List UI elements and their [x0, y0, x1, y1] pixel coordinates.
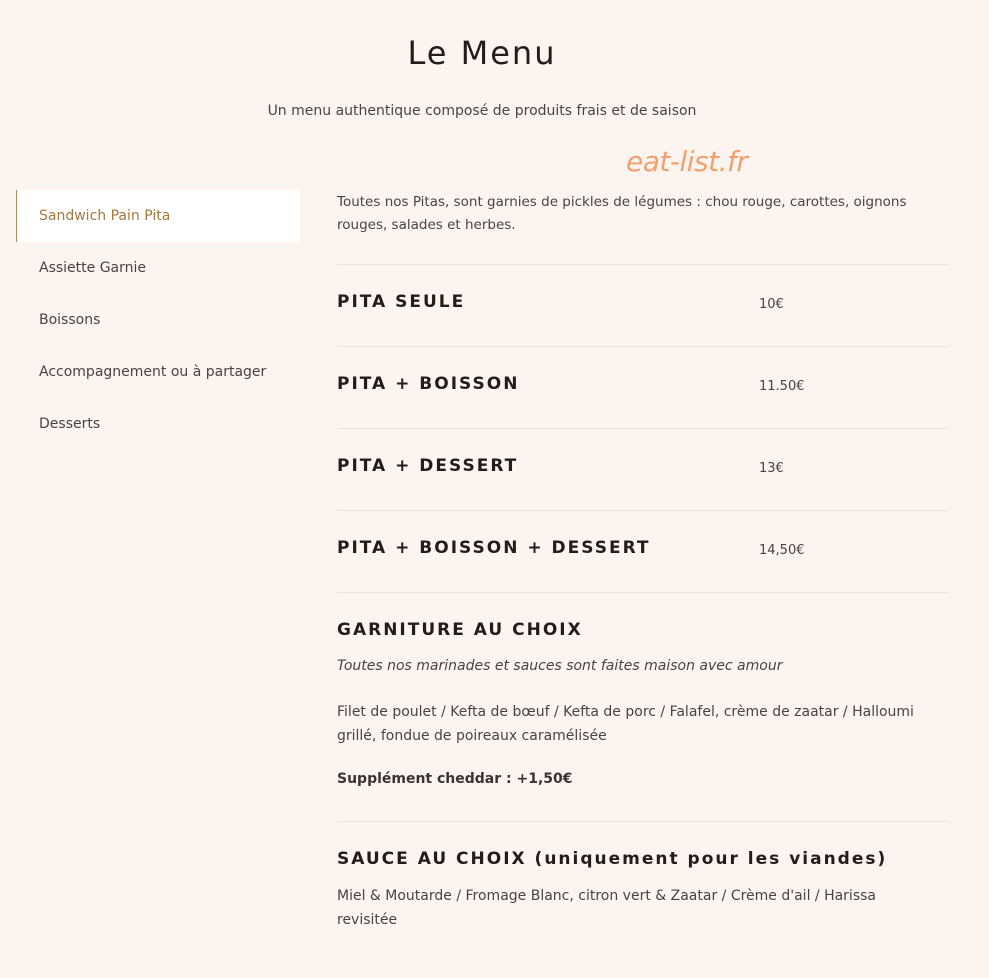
- divider: [337, 821, 949, 822]
- menu-item-price: 11.50€: [759, 379, 805, 394]
- menu-item-name: PITA + BOISSON + DESSERT: [337, 538, 651, 558]
- menu-item: [337, 428, 949, 511]
- sidebar-item-accompagnement[interactable]: Accompagnement ou à partager: [39, 364, 267, 380]
- category-sidebar: [16, 190, 300, 450]
- menu-item: [337, 264, 949, 347]
- page-title: Le Menu: [407, 34, 557, 72]
- menu-item-name: PITA + BOISSON: [337, 374, 520, 394]
- menu-item-price: 13€: [759, 461, 784, 476]
- sidebar-item-desserts[interactable]: Desserts: [39, 416, 101, 432]
- page-subtitle: Un menu authentique composé de produits frais et de saison: [267, 103, 697, 119]
- cheddar-supplement: Supplément cheddar : +1,50€: [337, 771, 573, 787]
- menu-item-price: 14,50€: [759, 543, 805, 558]
- garniture-options: Filet de poulet / Kefta de bœuf / Kefta de porc / Falafel, crème de zaatar / Halloumi grillé, fondue de poireaux caramélisée: [337, 704, 914, 744]
- menu-item-name: PITA SEULE: [337, 292, 466, 312]
- sidebar-item-boissons[interactable]: Boissons: [39, 312, 101, 328]
- garniture-title: GARNITURE AU CHOIX: [337, 620, 583, 640]
- menu-item-price: 10€: [759, 297, 784, 312]
- divider: [337, 592, 949, 593]
- menu-content: [337, 190, 949, 928]
- watermark: eat-list.fr: [626, 145, 748, 178]
- sidebar-item-sandwich-pain-pita[interactable]: Sandwich Pain Pita: [16, 190, 300, 242]
- menu-item: [337, 346, 949, 429]
- garniture-note: Toutes nos marinades et sauces sont faites maison avec amour: [337, 658, 783, 674]
- menu-item: [337, 510, 949, 593]
- sauce-title: SAUCE AU CHOIX (uniquement pour les viandes): [337, 849, 888, 869]
- intro-text: Toutes nos Pitas, sont garnies de pickles de légumes : chou rouge, carottes, oignons rouges, salades et herbes.: [337, 194, 907, 233]
- sauce-options: Miel & Moutarde / Fromage Blanc, citron vert & Zaatar / Crème d'ail / Harissa revisitée: [337, 888, 876, 928]
- menu-item-name: PITA + DESSERT: [337, 456, 519, 476]
- sidebar-item-assiette-garnie[interactable]: Assiette Garnie: [39, 260, 147, 276]
